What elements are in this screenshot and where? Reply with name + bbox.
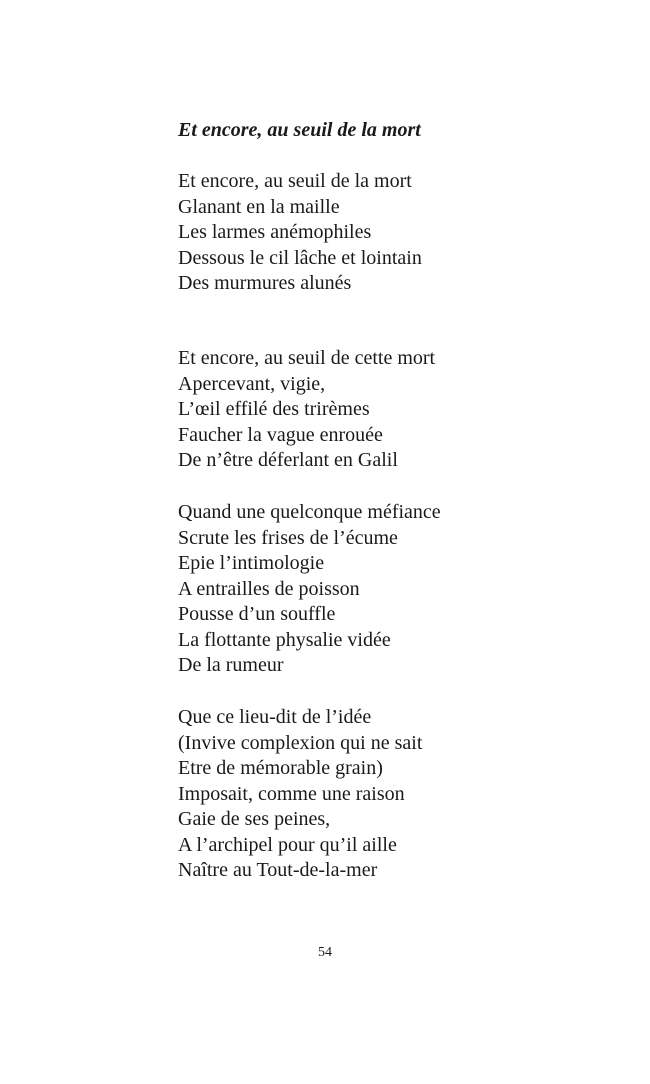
verse-line: Quand une quelconque méfiance	[178, 501, 441, 523]
stanza-2	[178, 346, 435, 474]
stanza-1	[178, 169, 422, 297]
verse-line: A entrailles de poisson	[178, 577, 360, 600]
verse-line: Naître au Tout-de-la-mer	[178, 859, 378, 881]
verse-line: Faucher la vague enrouée	[178, 423, 383, 446]
verse-line: Pousse d’un souffle	[178, 603, 336, 625]
verse-line: (Invive complexion qui ne sait	[178, 731, 423, 754]
verse-line: Epie l’intimologie	[178, 552, 325, 574]
verse-line: Les larmes anémophiles	[178, 221, 372, 243]
poem-title: Et encore, au seuil de la mort	[178, 119, 421, 141]
verse-line: Et encore, au seuil de cette mort	[178, 347, 436, 369]
verse-line: De la rumeur	[178, 654, 284, 676]
verse-line: Apercevant, vigie,	[178, 372, 326, 395]
verse-line: Et encore, au seuil de la mort	[178, 170, 412, 192]
verse-line: Que ce lieu-dit de l’idée	[178, 706, 372, 728]
verse-line: Des murmures alunés	[178, 272, 352, 294]
stanza-3	[178, 500, 441, 679]
verse-line: A l’archipel pour qu’il aille	[178, 833, 397, 856]
stanza-4	[178, 705, 422, 884]
page-number: 54	[318, 945, 332, 960]
verse-line: L’œil effilé des trirèmes	[178, 398, 370, 420]
verse-line: Dessous le cil lâche et lointain	[178, 246, 422, 269]
verse-line: Gaie de ses peines,	[178, 808, 331, 830]
verse-line: Imposait, comme une raison	[178, 782, 405, 805]
verse-line: La flottante physalie vidée	[178, 628, 391, 651]
verse-line: De n’être déferlant en Galil	[178, 449, 398, 471]
verse-line: Scrute les frises de l’écume	[178, 526, 398, 549]
verse-line: Etre de mémorable grain)	[178, 757, 383, 779]
verse-line: Glanant en la maille	[178, 195, 340, 218]
